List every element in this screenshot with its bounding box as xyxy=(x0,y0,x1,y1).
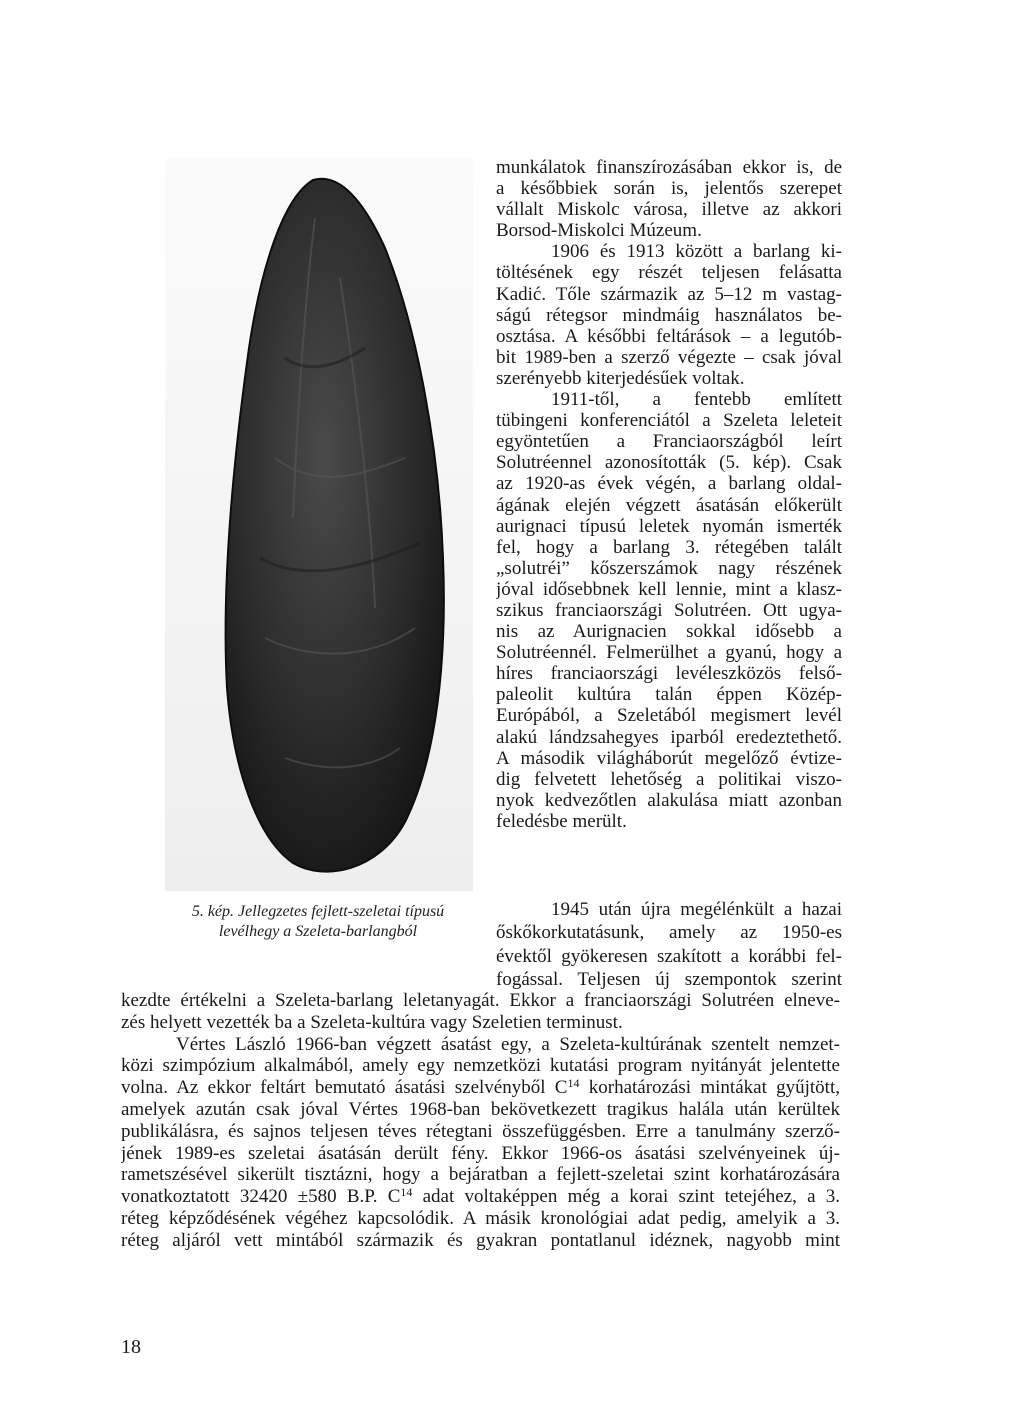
text-line: híres franciaországi levéleszközös felső- xyxy=(496,663,842,685)
text-line: Solutréennel azonosították (5. kép). Csak xyxy=(496,452,842,474)
text-line: dig felvetett lehetőség a politikai viszo- xyxy=(496,768,842,790)
text-line: jóval idősebbnek kell lennie, mint a klasz- xyxy=(496,578,842,600)
text-line: egyöntetűen a Franciaországból leírt xyxy=(496,431,842,453)
text-line: vonatkoztatott 32420 ±580 B.P. $C^{14}$ adat voltaképpen még a korai szint tetejéhez, a 3. xyxy=(121,1186,840,1208)
page-number: 18 xyxy=(121,1336,141,1358)
text-line: szerényebb kiterjedésűek voltak. xyxy=(496,367,745,389)
text-line: réteg képződésének végéhez kapcsolódik. A másik kronológiai adat pedig, amelyik a 3. xyxy=(121,1207,840,1229)
text-line: A második világháborút megelőző évtize- xyxy=(496,747,842,769)
text-line: fel, hogy a barlang 3. rétegében talált xyxy=(496,536,842,558)
text-line: bit 1989-ben a szerző végezte – csak jóval xyxy=(496,346,842,368)
text-line: töltésének egy részét teljesen felásatta xyxy=(496,262,842,284)
text-line: alakú lándzsahegyes iparból eredeztethető. xyxy=(496,726,842,748)
text-line: ságú rétegsor mindmáig használatos be- xyxy=(496,304,842,326)
text-line: fogással. Teljesen új szempontok szerint xyxy=(496,968,842,990)
text-line: volna. Az ekkor feltárt bemutató ásatási szelvényből $C^{14}$ korhatározási mintákat gyűjtött, xyxy=(121,1077,840,1099)
text-line: szikus franciaországi Solutréen. Ott ugya- xyxy=(496,599,842,621)
text-line: feledésbe merült. xyxy=(496,810,627,832)
text-line: nyok kedvezőtlen alakulása miatt azonban xyxy=(496,789,842,811)
text-line: Kadić. Tőle származik az 5–12 m vastag- xyxy=(496,283,842,305)
text-line: amelyek azután csak jóval Vértes 1968-ban bekövetkezett tragikus halála után kerültek xyxy=(121,1098,840,1120)
text-line: vállalt Miskolc városa, illetve az akkori xyxy=(496,199,842,221)
text-line: jének 1989-es szeletai ásatásán derült fény. Ekkor 1966-os ásatási szelvényeinek új- xyxy=(121,1142,840,1164)
text-line: osztása. A későbbi feltárások – a legutób- xyxy=(496,325,842,347)
text-line: a későbbiek során is, jelentős szerepet xyxy=(496,178,842,200)
text-line: kezdte értékelni a Szeleta-barlang leletanyagát. Ekkor a franciaországi Solutréen elneve- xyxy=(121,990,840,1011)
text-line: évektől gyökeresen szakított a korábbi fel- xyxy=(496,945,842,967)
text-line: paleolit kultúra talán éppen Közép- xyxy=(496,684,842,706)
right-column-text xyxy=(496,157,842,832)
caption-line: 5. kép. Jellegzetes fejlett-szeletai típusú xyxy=(191,903,445,920)
text-line: rametszésével sikerült tisztázni, hogy a bejáratban a fejlett-szeletai szint korhatározására xyxy=(121,1164,840,1186)
text-line: nis az Aurignacien sokkal idősebb a xyxy=(496,621,842,643)
text-line: „solutréi” kőszerszámok nagy részének xyxy=(496,557,842,579)
text-line: ágának elején végzett ásatásán előkerült xyxy=(496,494,842,516)
text-line: 1911-től, a fentebb említett xyxy=(551,389,842,411)
text-line: közi szimpózium alkalmából, amely egy nemzetközi kutatási program nyitányát jelentette xyxy=(121,1055,840,1077)
text-line: Borsod-Miskolci Múzeum. xyxy=(496,220,702,242)
text-line: Solutréennél. Felmerülhet a gyanú, hogy a xyxy=(496,642,842,664)
text-line: aurignaci típusú leletek nyomán ismerték xyxy=(496,515,842,537)
text-line: Európából, a Szeletából megismert levél xyxy=(496,705,842,727)
leaf-point-artifact-image xyxy=(165,158,473,891)
text-line: réteg aljáról vett mintából származik és gyakran pontatlanul idéznek, nagyobb mint xyxy=(121,1229,840,1251)
caption-line: levélhegy a Szeleta-barlangból xyxy=(218,923,418,940)
text-line: zés helyett vezették ba a Szeleta-kultúra vagy Szeletien terminust. xyxy=(121,1011,623,1033)
text-line: publikálásra, és sajnos teljesen téves rétegtani összefüggésben. Erre a tanulmány szerző- xyxy=(121,1120,840,1142)
figure-caption xyxy=(150,902,486,942)
text-line: 1906 és 1913 között a barlang ki- xyxy=(551,241,842,263)
artifact-photo xyxy=(165,158,473,891)
full-width-text xyxy=(121,990,840,1252)
text-line: 1945 után újra megélénkült a hazai xyxy=(551,899,842,920)
text-line: tübingeni konferenciától a Szeleta leleteit xyxy=(496,410,842,432)
middle-paragraph-text xyxy=(496,898,842,991)
text-line: Vértes László 1966-ban végzett ásatást egy, a Szeleta-kultúrának szentelt nemzet- xyxy=(176,1033,840,1055)
text-line: munkálatok finanszírozásában ekkor is, de xyxy=(496,157,842,178)
text-line: az 1920-as évek végén, a barlang oldal- xyxy=(496,473,842,495)
text-line: őskőkorkutatásunk, amely az 1950-es xyxy=(496,922,842,944)
